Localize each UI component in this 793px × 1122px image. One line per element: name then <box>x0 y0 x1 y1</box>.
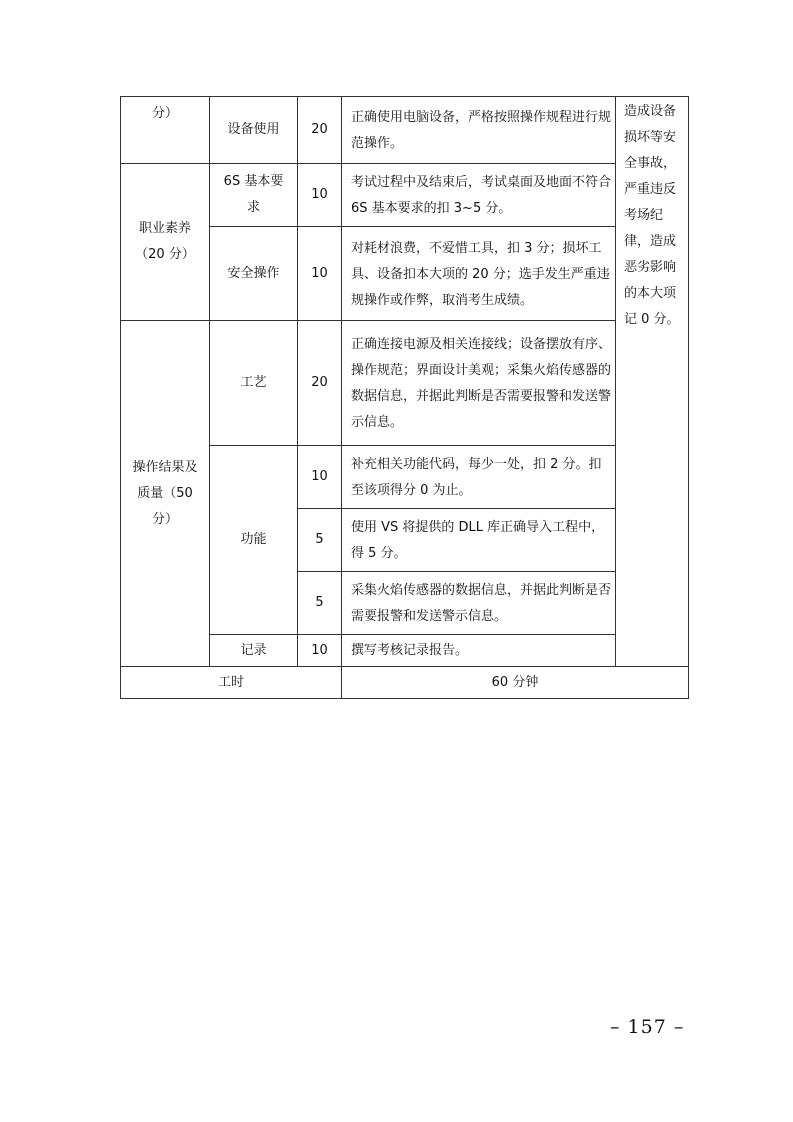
score-cell: 20 <box>298 321 342 446</box>
criteria-cell: 使用 VS 将提供的 DLL 库正确导入工程中，得 5 分。 <box>342 509 616 572</box>
criteria-cell: 对耗材浪费，不爱惜工具，扣 3 分；损坏工具、设备扣本大项的 20 分；选手发生严重违规操作或作弊，取消考生成绩。 <box>342 227 616 321</box>
criteria-cell: 正确连接电源及相关连接线；设备摆放有序、操作规范；界面设计美观；采集火焰传感器的数据信息，并据此判断是否需要报警和发送警示信息。 <box>342 321 616 446</box>
category-cell: 职业素养（20 分） <box>121 164 210 321</box>
criteria-cell: 撰写考核记录报告。 <box>342 635 616 667</box>
remark-cell: 造成设备损坏等安全事故，严重违反考场纪律，造成恶劣影响的本大项记 0 分。 <box>616 97 689 667</box>
table-row <box>121 321 689 446</box>
category-cell: 操作结果及质量（50 分） <box>121 321 210 667</box>
criteria-cell: 考试过程中及结束后，考试桌面及地面不符合 6S 基本要求的扣 3~5 分。 <box>342 164 616 227</box>
category-cell: 分） <box>121 97 210 164</box>
score-cell: 10 <box>298 635 342 667</box>
score-cell: 5 <box>298 572 342 635</box>
table-row <box>121 97 689 164</box>
table-row <box>121 164 689 227</box>
page-number: – 157 – <box>610 1016 685 1038</box>
score-cell: 10 <box>298 446 342 509</box>
score-cell: 20 <box>298 97 342 164</box>
scoring-table <box>120 96 689 699</box>
table-footer-row <box>121 667 689 699</box>
criteria-cell: 正确使用电脑设备，严格按照操作规程进行规范操作。 <box>342 97 616 164</box>
item-cell: 设备使用 <box>210 97 298 164</box>
work-hours-label: 工时 <box>121 667 342 699</box>
item-cell: 功能 <box>210 446 298 635</box>
item-cell: 6S 基本要求 <box>210 164 298 227</box>
score-cell: 5 <box>298 509 342 572</box>
work-hours-value: 60 分钟 <box>342 667 689 699</box>
item-cell: 记录 <box>210 635 298 667</box>
criteria-cell: 采集火焰传感器的数据信息，并据此判断是否需要报警和发送警示信息。 <box>342 572 616 635</box>
score-cell: 10 <box>298 227 342 321</box>
criteria-cell: 补充相关功能代码，每少一处，扣 2 分。扣至该项得分 0 为止。 <box>342 446 616 509</box>
item-cell: 安全操作 <box>210 227 298 321</box>
score-cell: 10 <box>298 164 342 227</box>
item-cell: 工艺 <box>210 321 298 446</box>
